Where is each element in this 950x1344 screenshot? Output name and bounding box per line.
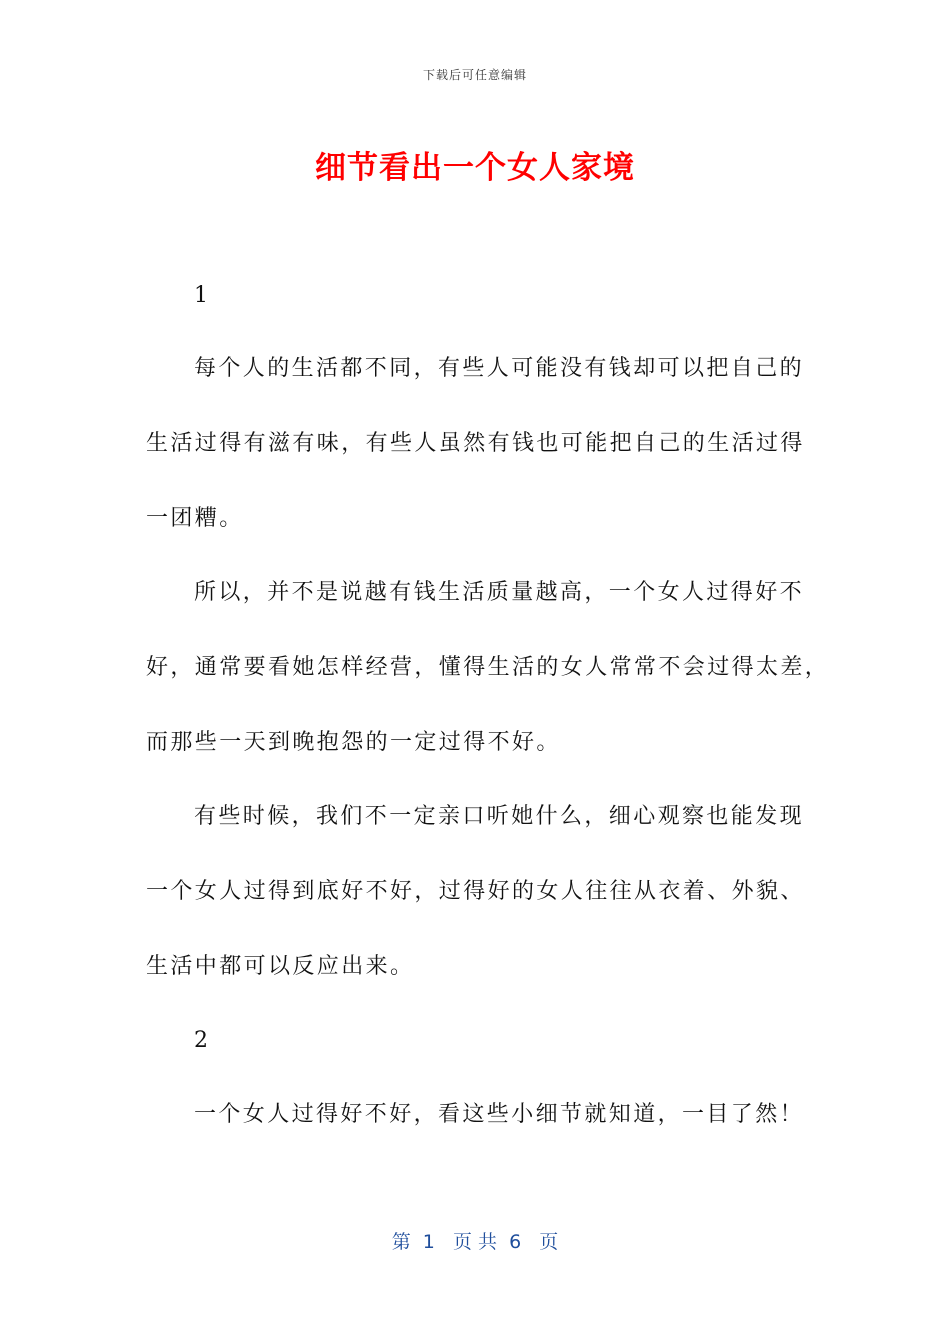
header-note: 下载后可任意编辑 — [422, 68, 527, 82]
page-footer: 第 1 页 共 6 页 — [391, 1231, 559, 1253]
paragraph-line: 所以，并不是说越有钱生活质量越高，一个女人过得好不 — [194, 580, 805, 605]
section-number: 2 — [194, 1028, 211, 1053]
section-number: 1 — [194, 283, 211, 308]
paragraph-line: 一团糟。 — [146, 506, 244, 531]
paragraph-line: 生活过得有滋有味，有些人虽然有钱也可能把自己的生活过得 — [146, 431, 805, 456]
paragraph-line: 一个女人过得好不好，看这些小细节就知道，一目了然！ — [194, 1102, 805, 1127]
paragraph-line: 而那些一天到晚抱怨的一定过得不好。 — [146, 730, 561, 755]
paragraph-line: 每个人的生活都不同，有些人可能没有钱却可以把自己的 — [194, 356, 805, 381]
paragraph-line: 好，通常要看她怎样经营，懂得生活的女人常常不会过得太差， — [146, 655, 830, 680]
paragraph-line: 有些时候，我们不一定亲口听她什么，细心观察也能发现 — [194, 804, 805, 829]
paragraph-line: 生活中都可以反应出来。 — [146, 954, 415, 979]
page-title: 细节看出一个女人家境 — [315, 150, 635, 186]
paragraph-line: 一个女人过得到底好不好，过得好的女人往往从衣着、外貌、 — [146, 879, 805, 904]
